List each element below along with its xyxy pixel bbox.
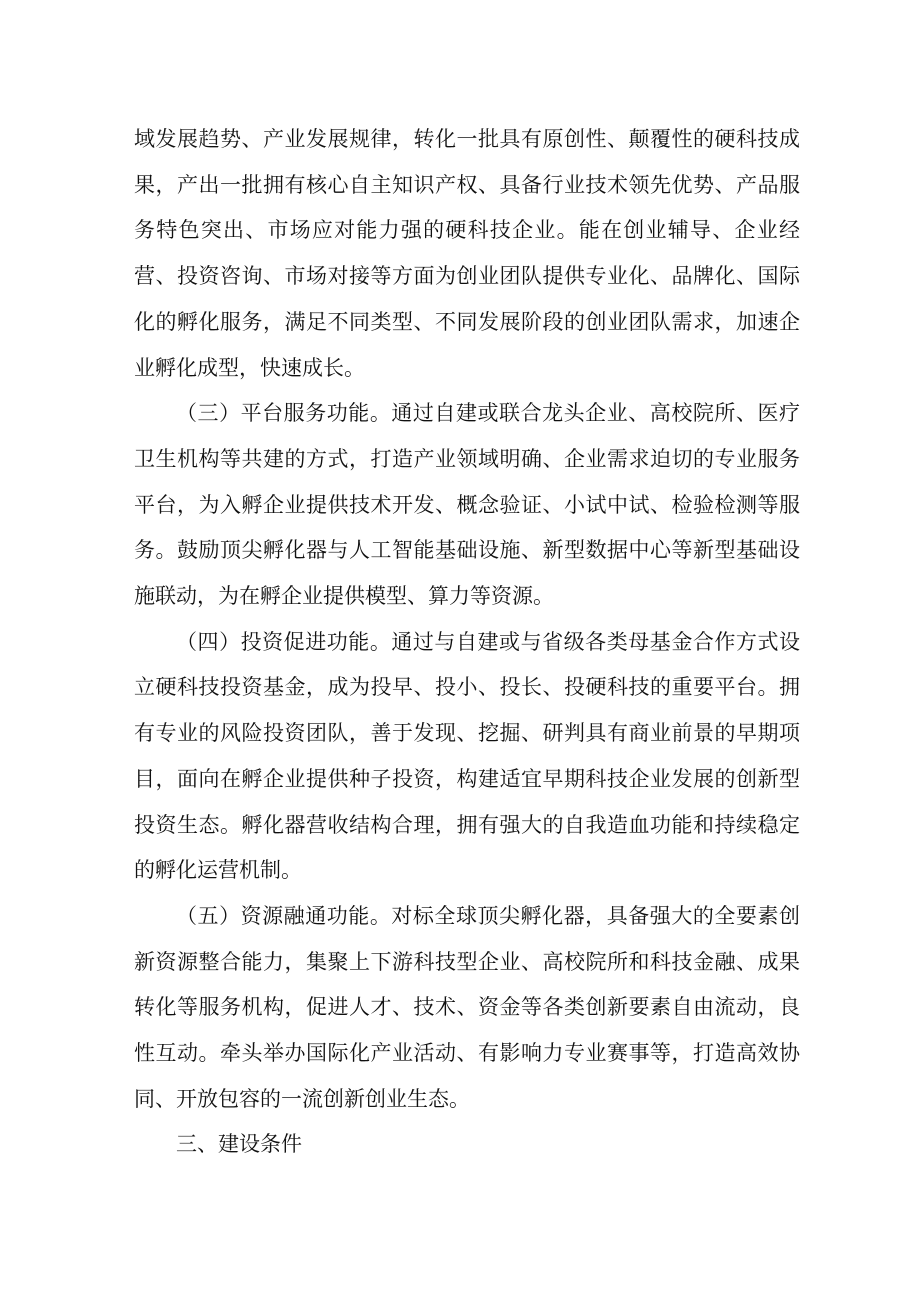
paragraph-incubation-services: 域发展趋势、产业发展规律，转化一批具有原创性、颠覆性的硬科技成果，产出一批拥有核心自主知识产权、具备行业技术领先优势、产品服务特色突出、市场应对能力强的硬科技企业。能在创业辅导、企业经营、投资咨询、市场对接等方面为创业团队提供专业化、品牌化、国际化的孵化服务，满足不同类型、不同发展阶段的创业团队需求，加速企业孵化成型，快速成长。 <box>134 127 800 380</box>
document-body <box>134 117 800 1168</box>
paragraph-resource-integration-function: （五）资源融通功能。对标全球顶尖孵化器，具备强大的全要素创新资源整合能力，集聚上下游科技型企业、高校院所和科技金融、成果转化等服务机构，促进人才、技术、资金等各类创新要素自由流动，良性互动。牵头举办国际化产业活动、有影响力专业赛事等，打造高效协同、开放包容的一流创新创业生态。 <box>134 903 800 1111</box>
section-heading: 三、建设条件 <box>176 1132 302 1157</box>
paragraph-investment-promotion-function: （四）投资促进功能。通过与自建或与省级各类母基金合作方式设立硬科技投资基金，成为投早、投小、投长、投硬科技的重要平台。拥有专业的风险投资团队，善于发现、挖掘、研判具有商业前景的早期项目，面向在孵企业提供种子投资，构建适宜早期科技企业发展的创新型投资生态。孵化器营收结构合理，拥有强大的自我造血功能和持续稳定的孵化运营机制。 <box>134 629 800 883</box>
paragraph-platform-service-function: （三）平台服务功能。通过自建或联合龙头企业、高校院所、医疗卫生机构等共建的方式，打造产业领域明确、企业需求迫切的专业服务平台，为入孵企业提供技术开发、概念验证、小试中试、检验检测等服务。鼓励顶尖孵化器与人工智能基础设施、新型数据中心等新型基础设施联动，为在孵企业提供模型、算力等资源。 <box>134 401 800 609</box>
